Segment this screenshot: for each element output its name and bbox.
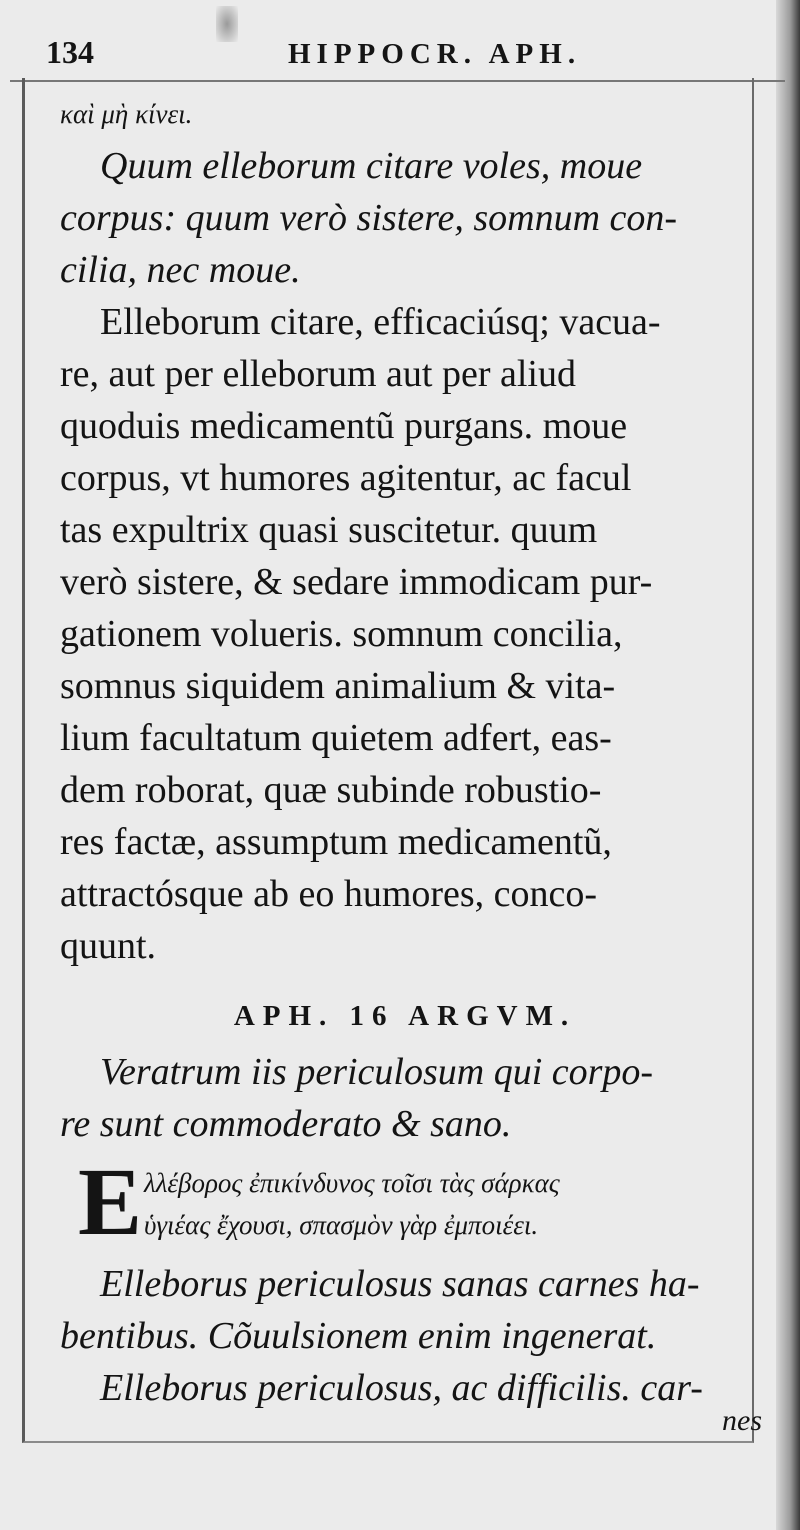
commentary-line: attractósque ab eo humores, conco- bbox=[60, 873, 598, 915]
commentary-line: corpus, vt humores agitentur, ac facul bbox=[60, 457, 632, 499]
greek-line: λλέβορος ἐπικίνδυνος τοῖσι τὰς σάρκας bbox=[144, 1168, 560, 1198]
commentary-line: tas expultrix quasi suscitetur. quum bbox=[60, 509, 598, 551]
running-title: HIPPOCR. APH. bbox=[288, 38, 582, 70]
drop-capital: E bbox=[78, 1148, 143, 1255]
aphorism-line: corpus: quum verò sistere, somnum con- bbox=[60, 197, 678, 239]
greek-line: ὑγιέας ἔχουσι, σπασμὸν γὰρ ἐμποιέει. bbox=[144, 1210, 539, 1240]
aphorism-line: cilia, nec moue. bbox=[60, 249, 301, 291]
commentary-line: Elleborum citare, efficaciúsq; vacua- bbox=[100, 301, 661, 343]
commentary-line: quoduis medicamentũ purgans. moue bbox=[60, 405, 628, 447]
commentary-line: lium facultatum quietem adfert, eas- bbox=[60, 717, 612, 759]
translation-line: bentibus. Cõuulsionem enim ingenerat. bbox=[60, 1315, 657, 1357]
argument-line: Veratrum iis periculosum qui corpo- bbox=[100, 1051, 654, 1093]
commentary-line: quunt. bbox=[60, 925, 157, 967]
catchword: nes bbox=[722, 1404, 762, 1437]
translation-line: Elleborus periculosus sanas carnes ha- bbox=[100, 1263, 700, 1305]
aphorism-line: Quum elleborum citare voles, moue bbox=[100, 145, 643, 187]
commentary-line: somnus siquidem animalium & vita- bbox=[60, 665, 616, 707]
commentary-line: re, aut per elleborum aut per aliud bbox=[60, 353, 576, 395]
section-heading: APH. 16 ARGVM. bbox=[233, 1000, 577, 1032]
page-edge-shadow bbox=[776, 0, 800, 1530]
page-number: 134 bbox=[46, 34, 94, 70]
greek-aphorism bbox=[60, 1148, 750, 1258]
argument-line: re sunt commoderato & sano. bbox=[60, 1103, 512, 1145]
commentary-line: Elleborus periculosus, ac difficilis. car- bbox=[100, 1367, 703, 1409]
commentary-line: dem roborat, quæ subinde robustio- bbox=[60, 769, 602, 811]
greek-text bbox=[144, 1162, 764, 1246]
page-header bbox=[40, 34, 760, 74]
greek-line: καὶ μὴ κίνει. bbox=[60, 99, 193, 129]
commentary-line: gationem volueris. somnum concilia, bbox=[60, 613, 623, 655]
text-block bbox=[60, 88, 750, 1414]
commentary-line: verò sistere, & sedare immodicam pur- bbox=[60, 561, 653, 603]
commentary-line: res factæ, assumptum medicamentũ, bbox=[60, 821, 612, 863]
